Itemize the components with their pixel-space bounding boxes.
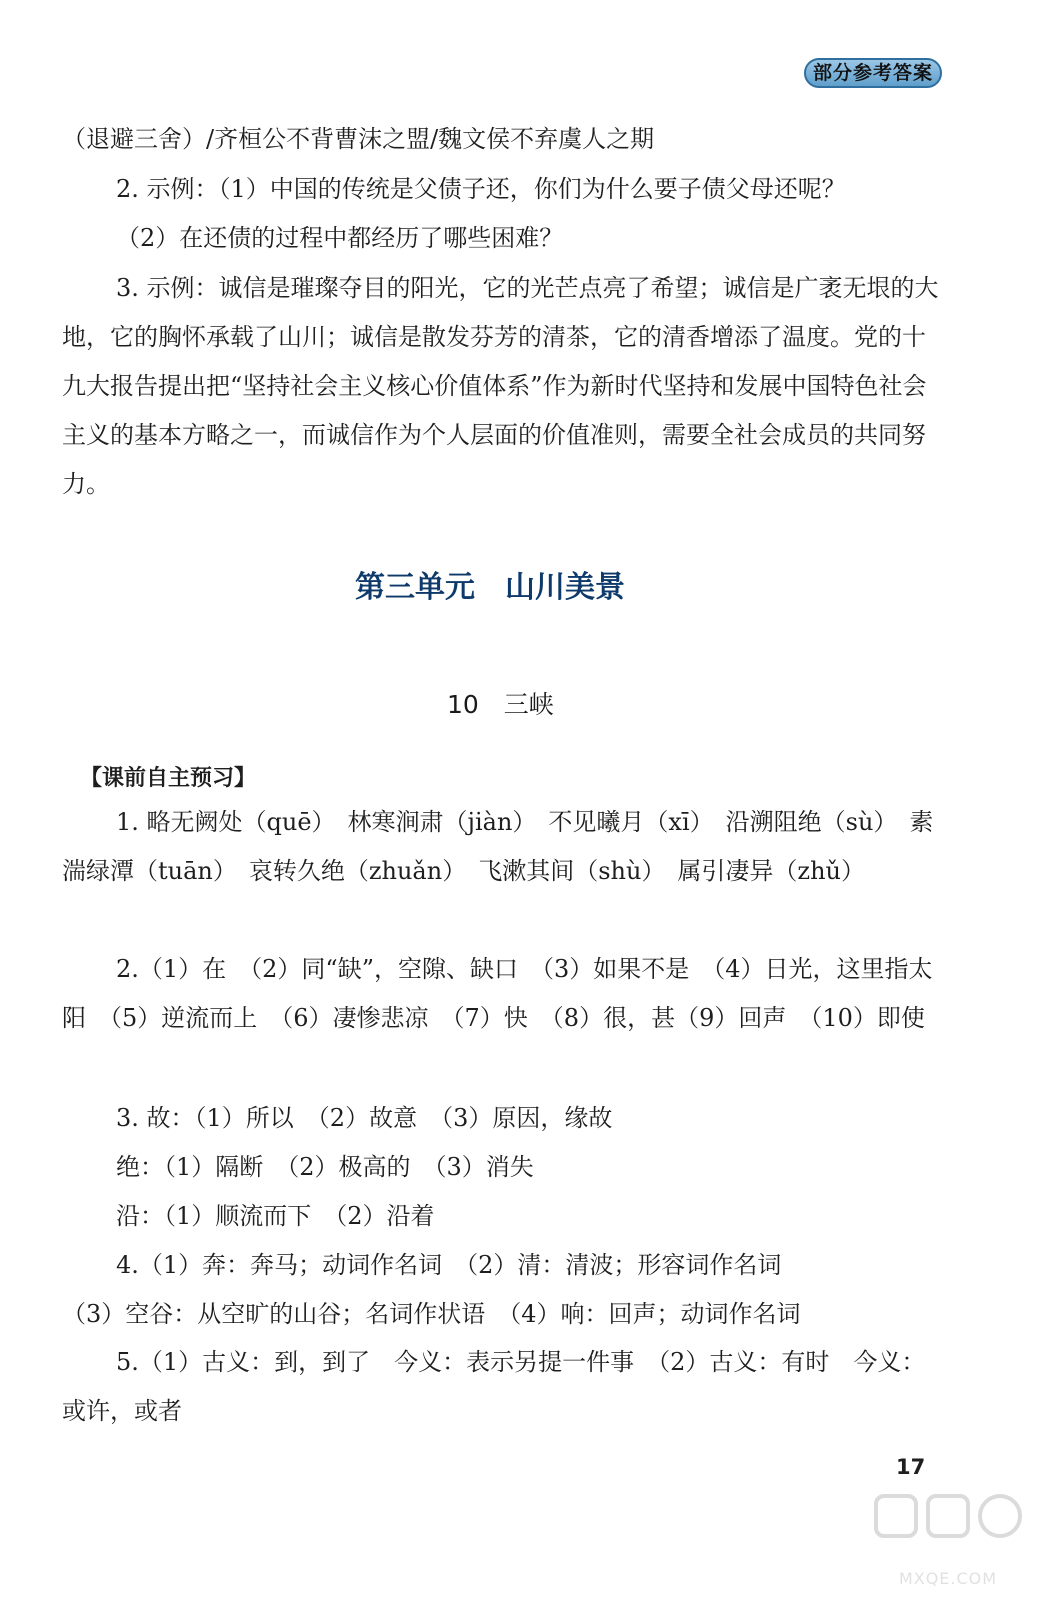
preview-q2: 2.（1）在 （2）同“缺”，空隙、缺口 （3）如果不是 （4）日光，这里指太阳 （5）逆流而上 （6）凄惨悲凉 （7）快 （8）很，甚（9）回声 （10）即使 (62, 955, 933, 1032)
answer-q2-a: 2. 示例：（1）中国的传统是父债子还，你们为什么要子债父母还呢？ (116, 175, 846, 203)
answer-line-1: （退避三舍）/齐桓公不背曹沫之盟/魏文侯不弃虞人之期 (62, 125, 655, 153)
answer-q2-b: （2）在还债的过程中都经历了哪些困难？ (116, 224, 564, 252)
watermark (868, 1488, 1028, 1588)
page-number: 17 (896, 1455, 926, 1479)
preview-q3-gu: 3. 故：（1）所以 （2）故意 （3）原因，缘故 (116, 1104, 613, 1132)
preview-q3-jue: 绝：（1）隔断 （2）极高的 （3）消失 (116, 1153, 534, 1181)
unit-title: 第三单元 山川美景 (355, 570, 625, 605)
preview-q5: 5.（1）古义：到，到了 今义：表示另提一件事 （2）古义：有时 今义：或许，或者 (62, 1348, 926, 1425)
answer-q3-paragraph: 3. 示例：诚信是璀璨夺目的阳光，它的光芒点亮了希望；诚信是广袤无垠的大地，它的胸怀承载了山川；诚信是散发芬芳的清茶，它的清香增添了温度。党的十九大报告提出把“坚持社会主义核心价值体系”作为新时代坚持和发展中国特色社会主义的基本方略之一，而诚信作为个人层面的价值准则，需要全社会成员的共同努力。 (62, 274, 939, 498)
watermark-text: MXQE.COM (898, 1569, 998, 1588)
section-heading: 【课前自主预习】 (80, 766, 257, 791)
section-badge: 部分参考答案 (804, 58, 942, 88)
lesson-title: 10 三峡 (447, 690, 554, 719)
preview-q1: 1. 略无阙处（quē） 林寒涧肃（jiàn） 不见曦月（xī） 沿溯阻绝（sù） 素湍绿潭（tuān） 哀转久绝（zhuǎn） 飞漱其间（shù） 属引凄异（zhǔ） (62, 808, 934, 885)
preview-q4-a: 4.（1）奔：奔马；动词作名词 （2）清：清波；形容词作名词 (116, 1251, 782, 1279)
preview-q4-b: （3）空谷：从空旷的山谷；名词作状语 （4）响：回声；动词作名词 (62, 1300, 801, 1328)
preview-q3-yan: 沿：（1）顺流而下 （2）沿着 (116, 1202, 435, 1230)
